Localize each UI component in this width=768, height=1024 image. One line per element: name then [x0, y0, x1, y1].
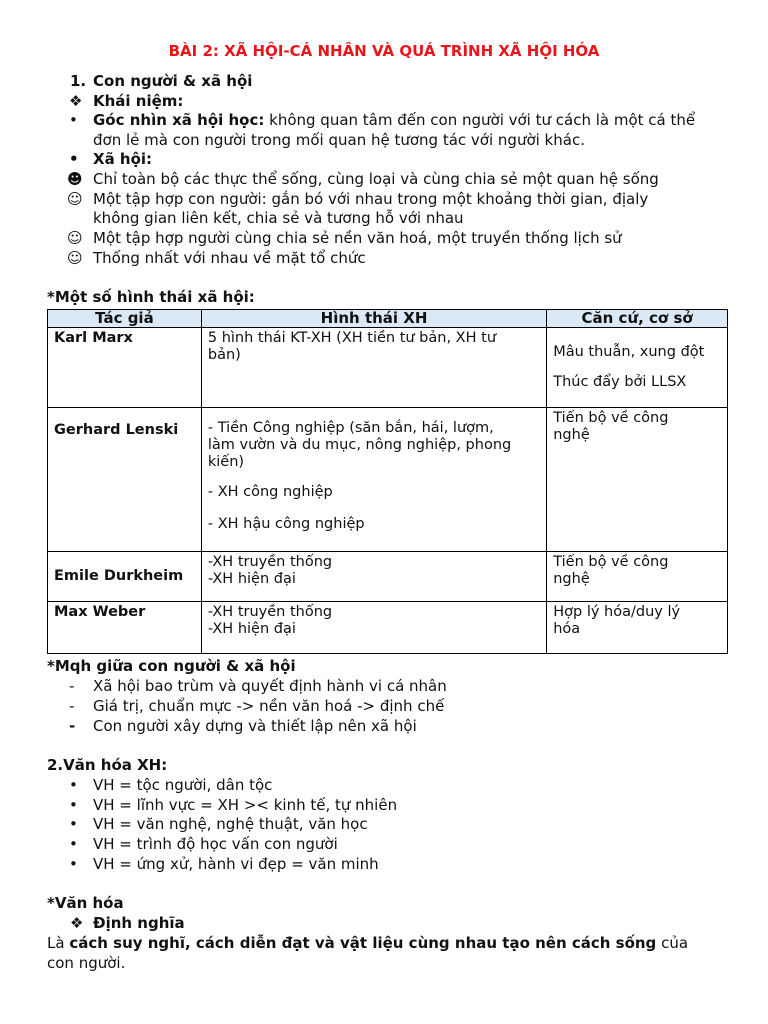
culture-text: VH = ứng xử, hành vi đẹp = văn minh: [93, 855, 379, 873]
relation-text: Giá trị, chuẩn mực -> nền văn hoá -> định chế: [93, 697, 445, 715]
basis-cell: [547, 552, 728, 602]
dash-bullet: -: [69, 717, 76, 735]
bullet-icon: •: [69, 835, 78, 853]
vanhoa-heading: *Văn hóa: [47, 894, 124, 912]
basis-cell: [547, 602, 728, 654]
bullet-icon: •: [69, 776, 78, 794]
definition-bold: cách suy nghĩ, cách diễn đạt và vật liệu cùng nhau tạo nên cách sống: [69, 934, 657, 952]
forms-heading: *Một số hình thái xã hội:: [47, 288, 255, 306]
culture-text: VH = lĩnh vực = XH >< kinh tế, tự nhiên: [93, 796, 398, 814]
def-text: Một tập hợp người cùng chia sẻ nền văn hoá, một truyền thống lịch sử: [93, 229, 622, 247]
smiley-icon: ☺: [67, 229, 83, 247]
form-line: 5 hình thái KT-XH (XH tiền tư bản, XH tư: [207, 330, 497, 346]
form-cell: [201, 602, 546, 654]
form-line: kiến): [207, 454, 245, 470]
view-text-cont: đơn lẻ mà con người trong mối quan hệ tương tác với người khác.: [93, 131, 585, 149]
definition-start: Là: [47, 934, 70, 952]
basis-line: nghệ: [553, 571, 590, 587]
relation-heading: *Mqh giữa con người & xã hội: [47, 657, 296, 675]
definition-text-1: [47, 934, 728, 954]
smiley-icon: ☺: [67, 249, 83, 267]
form-line: -XH truyền thống: [207, 604, 333, 620]
culture-heading: 2.Văn hóa XH:: [47, 756, 168, 774]
def-text: Một tập hợp con người: gắn bó với nhau trong một khoảng thời gian, địaly: [93, 190, 649, 208]
form-line: -XH truyền thống: [207, 554, 333, 570]
basis-line: Thúc đẩy bởi LLSX: [553, 374, 687, 390]
header-form: Hình thái XH: [201, 310, 546, 328]
author-cell: Gerhard Lenski: [48, 408, 202, 552]
concept-label: Khái niệm:: [93, 92, 184, 110]
view-label: Góc nhìn xã hội học:: [93, 111, 265, 129]
header-basis: Căn cứ, cơ sở: [547, 310, 728, 328]
bullet-icon: •: [69, 150, 79, 168]
form-line: - XH hậu công nghiệp: [207, 516, 365, 532]
table-row: [48, 602, 728, 654]
dash-bullet: -: [69, 697, 75, 715]
basis-line: Mâu thuẫn, xung đột: [553, 344, 705, 360]
table-header-row: [48, 310, 728, 328]
basis-line: Tiến bộ về công: [553, 554, 669, 570]
author-cell: Max Weber: [48, 602, 202, 654]
header-author: Tác giả: [48, 310, 202, 328]
basis-line: hóa: [553, 621, 581, 637]
definition-end: của: [656, 934, 689, 952]
basis-cell: [547, 408, 728, 552]
dash-bullet: -: [69, 677, 75, 695]
form-cell: [201, 408, 546, 552]
basis-line: Hợp lý hóa/duy lý: [553, 604, 681, 620]
smiley-filled-icon: ☻: [67, 170, 83, 188]
basis-line: nghệ: [553, 427, 590, 443]
section-number: 1.: [70, 72, 87, 90]
form-line: làm vườn và du mục, nông nghiệp, phong: [207, 437, 512, 453]
culture-text: VH = tộc người, dân tộc: [93, 776, 273, 794]
smiley-icon: ☺: [67, 190, 83, 208]
def-text: không gian liên kết, chia sẻ và tương hỗ với nhau: [93, 209, 464, 227]
definition-label: Định nghĩa: [93, 914, 185, 932]
author-cell: Karl Marx: [48, 328, 202, 408]
society-label: Xã hội:: [93, 150, 153, 168]
bullet-icon: •: [69, 796, 78, 814]
form-line: -XH hiện đại: [207, 621, 296, 637]
page-title: BÀI 2: XÃ HỘI-CÁ NHÂN VÀ QUÁ TRÌNH XÃ HỘI HÓA: [168, 42, 600, 60]
relation-text: Con người xây dựng và thiết lập nên xã hội: [93, 717, 417, 735]
table-row: [48, 328, 728, 408]
bullet-icon: •: [69, 111, 78, 129]
form-line: - XH công nghiệp: [207, 484, 333, 500]
diamond-bullet-icon: ❖: [70, 914, 84, 932]
form-cell: [201, 328, 546, 408]
relation-text: Xã hội bao trùm và quyết định hành vi cá nhân: [93, 677, 447, 695]
form-line: - Tiền Công nghiệp (săn bắn, hái, lượm,: [207, 420, 494, 436]
author-cell: Emile Durkheim: [48, 552, 202, 602]
bullet-icon: •: [69, 815, 78, 833]
social-forms-table: [47, 309, 728, 654]
table-row: [48, 408, 728, 552]
form-cell: [201, 552, 546, 602]
basis-line: Tiến bộ về công: [553, 410, 669, 426]
culture-text: VH = văn nghệ, nghệ thuật, văn học: [93, 815, 368, 833]
form-line: -XH hiện đại: [207, 571, 296, 587]
table-row: [48, 552, 728, 602]
basis-cell: [547, 328, 728, 408]
culture-text: VH = trình độ học vấn con người: [93, 835, 338, 853]
form-line: bản): [207, 347, 241, 363]
view-text: không quan tâm đến con người với tư cách là một cá thể: [264, 111, 696, 129]
section-title: Con người & xã hội: [93, 72, 253, 90]
definition-text-2: con người.: [47, 954, 126, 972]
diamond-bullet-icon: ❖: [69, 92, 83, 110]
def-text: Thống nhất với nhau về mặt tổ chức: [93, 249, 366, 267]
def-text: Chỉ toàn bộ các thực thể sống, cùng loại và cùng chia sẻ một quan hệ sống: [93, 170, 659, 188]
bullet-icon: •: [69, 855, 78, 873]
